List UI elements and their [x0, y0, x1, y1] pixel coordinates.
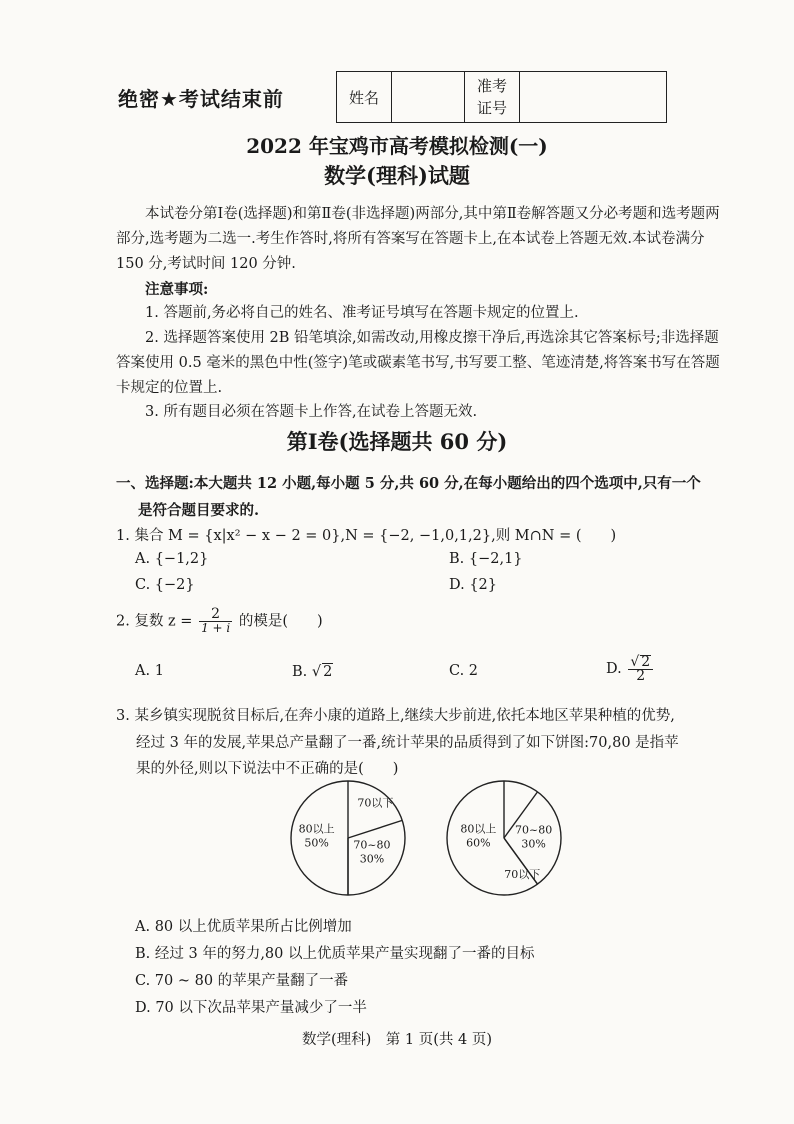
- q3-stem-line2: 经过 3 年的发展,苹果总产量翻了一番,统计苹果的品质得到了如下饼图:70,80 是指苹: [136, 735, 679, 751]
- q1-option-c: C. {−2}: [135, 577, 195, 593]
- q2-fraction: [199, 608, 232, 635]
- q2-option-d-numerator: √ 2: [628, 655, 653, 670]
- confidential-label: 绝密★考试结束前: [118, 87, 284, 111]
- pie-slice-value: 30%: [521, 837, 546, 851]
- q2-option-d: [606, 655, 655, 683]
- exam-subtitle: 数学(理科)试题: [324, 163, 470, 188]
- q2-option-a: A. 1: [135, 663, 164, 679]
- q2-option-c: C. 2: [449, 663, 479, 679]
- q3-stem-line1: 3. 某乡镇实现脱贫目标后,在奔小康的道路上,继续大步前进,依托本地区苹果种植的优势,: [116, 708, 675, 724]
- pie-chart-after: [447, 781, 561, 895]
- pie-slice-label: 70~80: [353, 838, 391, 852]
- q2-option-b-radicand: 2: [323, 664, 333, 680]
- section-instructions-1: 一、选择题:本大题共 12 小题,每小题 5 分,共 60 分,在每小题给出的四个选项中,只有一个: [116, 475, 701, 492]
- q2-option-d-radicand: 2: [641, 654, 651, 670]
- pie-slice-label: 80以上: [298, 822, 335, 836]
- q2-fraction-denominator: 1 + i: [201, 621, 231, 635]
- name-label: 姓名: [337, 72, 392, 123]
- q3-stem-line3: 果的外径,则以下说法中不正确的是( ): [136, 761, 399, 777]
- pie-slice-label: 70以下: [357, 796, 394, 810]
- section-instructions-2: 是符合题目要求的.: [138, 502, 260, 519]
- pie-chart-before: [291, 781, 405, 895]
- q1-option-b: B. {−2,1}: [449, 551, 523, 567]
- ticket-label-line1: 准考: [476, 77, 507, 95]
- page-footer: 数学(理科) 第 1 页(共 4 页): [301, 1032, 492, 1048]
- pie-slice-value: 60%: [466, 836, 491, 850]
- q2-option-d-denominator: 2: [636, 668, 646, 684]
- exam-title: 2022 年宝鸡市高考模拟检测(一): [246, 134, 548, 158]
- section-title: 第Ⅰ卷(选择题共 60 分): [286, 429, 508, 454]
- pie-slice-value: 30%: [359, 852, 385, 866]
- q3-option-a: A. 80 以上优质苹果所占比例增加: [135, 919, 352, 935]
- intro-paragraph: 本试卷分第Ⅰ卷(选择题)和第Ⅱ卷(非选择题)两部分,其中第Ⅱ卷解答题又分必考题和选考题两部分,选考题为二选一.考生作答时,将所有答案写在答题卡上,在本试卷上答题无效.本试卷满分 150 分,考试时间 120 分钟.: [116, 206, 720, 272]
- ticket-label-line2: 证号: [476, 99, 507, 117]
- q1-option-a: A. {−1,2}: [135, 551, 209, 567]
- q1-option-d: D. {2}: [449, 577, 498, 593]
- name-field[interactable]: [392, 72, 465, 123]
- sqrt-symbol: √: [311, 664, 322, 680]
- q2-fraction-numerator: 2: [199, 608, 232, 622]
- q2-option-b: [292, 663, 333, 680]
- pie-slice-label: 70以下: [504, 867, 541, 881]
- q2-stem: [116, 608, 323, 635]
- q3-option-c: C. 70 ~ 80 的苹果产量翻了一番: [135, 973, 349, 989]
- pie-slice-label: 80以上: [460, 822, 497, 836]
- student-info-table: [336, 71, 667, 123]
- q2-option-b-letter: B.: [292, 664, 308, 680]
- q3-option-d: D. 70 以下次品苹果产量减少了一半: [135, 1000, 367, 1016]
- ticket-label: [465, 72, 520, 123]
- q3-option-b: B. 经过 3 年的努力,80 以上优质苹果产量实现翻了一番的目标: [135, 946, 535, 962]
- note-2: 2. 选择题答案使用 2B 铅笔填涂,如需改动,用橡皮擦干净后,再选涂其它答案标号;非选择题答案使用 0.5 毫米的黑色中性(签字)笔或碳素笔书写,书写要工整、笔迹清楚,将答案书写在答题卡规定的位置上.: [116, 330, 720, 396]
- pie-slice-divider: [348, 820, 402, 838]
- q1-stem: 1. 集合 M = {x|x² − x − 2 = 0},N = {−2, −1,0,1,2},则 M∩N = ( ): [116, 528, 617, 544]
- pie-slice-label: 70~80: [515, 823, 553, 837]
- notes-heading: 注意事项:: [145, 281, 209, 298]
- note-1: 1. 答题前,务必将自己的姓名、准考证号填写在答题卡规定的位置上.: [145, 305, 579, 321]
- note-3: 3. 所有题目必须在答题卡上作答,在试卷上答题无效.: [145, 404, 478, 420]
- pie-charts: [270, 770, 570, 910]
- q2-option-d-fraction: [628, 655, 653, 683]
- pie-slice-value: 50%: [304, 836, 329, 850]
- q2-stem-pre: 2. 复数 z =: [116, 613, 193, 630]
- ticket-number-field[interactable]: [520, 72, 667, 123]
- q2-stem-post: 的模是( ): [238, 613, 323, 630]
- q2-option-d-letter: D.: [606, 661, 622, 677]
